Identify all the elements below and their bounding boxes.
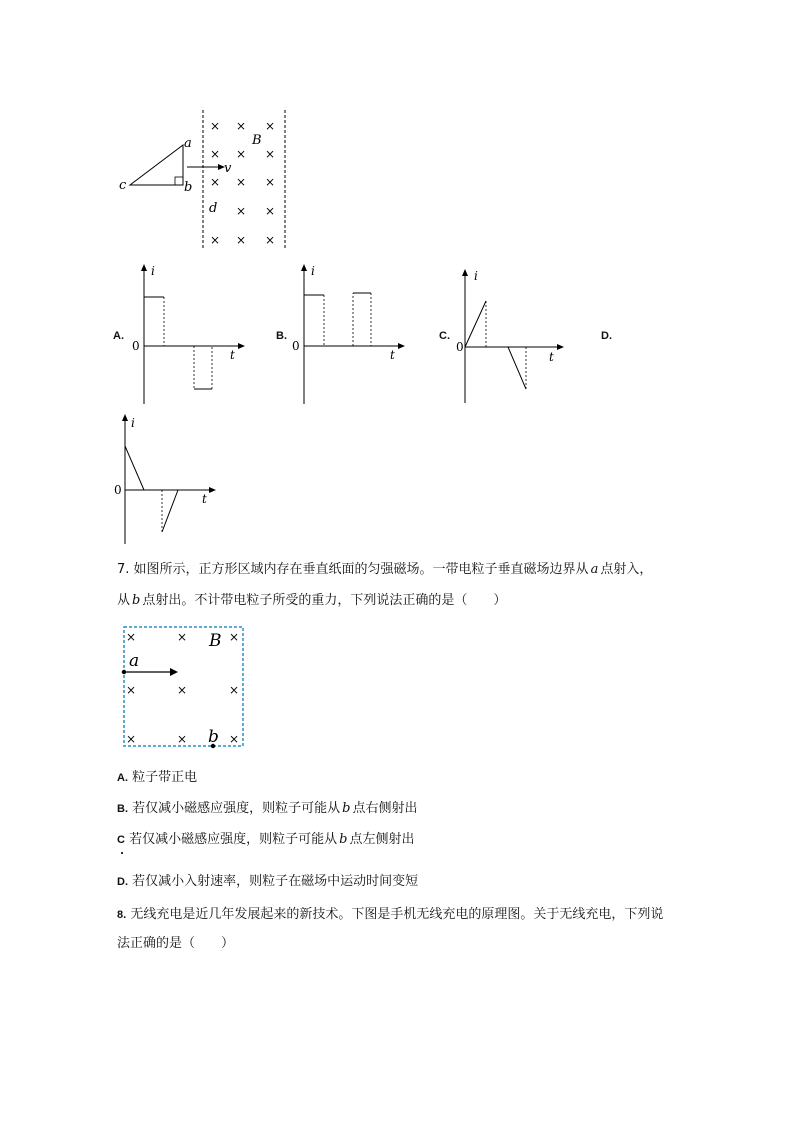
origin-label: 0 — [114, 483, 122, 497]
cross: × — [210, 233, 221, 247]
ramp-positive — [465, 301, 486, 347]
q8-number: 8. — [117, 909, 127, 921]
i-axis-arrow — [301, 264, 307, 271]
cross: × — [236, 204, 247, 218]
cross: × — [236, 119, 247, 133]
q8-line1-text: 无线充电是近几年发展起来的新技术。下图是手机无线充电的原理图。关于无线充电，下列说 — [130, 907, 664, 922]
entry-arrowhead — [170, 668, 178, 676]
cross: × — [265, 204, 276, 218]
option-a-label: A. — [113, 330, 124, 342]
ramp-negative — [162, 490, 178, 532]
t-axis-arrow — [209, 487, 216, 493]
label-b: b — [184, 180, 193, 195]
q7-option-a — [117, 768, 197, 788]
q7-option-b-label: B. — [117, 803, 128, 815]
q8-line2 — [117, 934, 234, 954]
axis-i-label: i — [151, 264, 155, 278]
cross: × — [229, 630, 240, 644]
q7-number: 7. — [117, 562, 130, 577]
q7-option-b-var: b — [342, 801, 351, 816]
axis-t-label: t — [202, 492, 207, 506]
t-axis-arrow — [398, 343, 405, 349]
cross: × — [229, 732, 240, 746]
q7-option-c-post: 点左侧射出 — [349, 832, 415, 847]
q7-line1 — [117, 560, 717, 580]
stray-dot — [121, 852, 123, 854]
q7-var-a: a — [590, 562, 599, 577]
q7-label-B: B — [209, 631, 222, 651]
q7-var-b: b — [132, 593, 141, 608]
right-angle-mark — [175, 177, 183, 185]
label-a: a — [184, 136, 192, 151]
cross: × — [177, 630, 188, 644]
q7-option-b — [117, 799, 418, 819]
cross: × — [177, 683, 188, 697]
axis-i-label: i — [131, 416, 135, 430]
cross: × — [236, 147, 247, 161]
axis-i-label: i — [474, 269, 478, 283]
q7-line1-end: 点射入， — [600, 562, 653, 577]
graph-b — [285, 262, 410, 407]
q7-option-b-pre: 若仅减小磁感应强度，则粒子可能从 — [132, 801, 341, 816]
label-v: v — [224, 161, 232, 176]
q7-line2 — [117, 591, 717, 611]
cross: × — [126, 630, 137, 644]
q7-option-b-post: 点右侧射出 — [352, 801, 418, 816]
cross: × — [265, 147, 276, 161]
graph-a — [125, 262, 250, 407]
cross: × — [236, 175, 247, 189]
graph-c — [446, 265, 571, 405]
i-axis-arrow — [141, 264, 147, 271]
t-axis-arrow — [238, 343, 245, 349]
option-d-label: D. — [601, 330, 612, 342]
cross: × — [265, 233, 276, 247]
origin-label: 0 — [456, 340, 464, 354]
cross: × — [236, 233, 247, 247]
cross: × — [210, 147, 221, 161]
i-axis-arrow — [462, 269, 468, 276]
origin-label: 0 — [132, 339, 140, 353]
cross: × — [126, 732, 137, 746]
cross: × — [265, 119, 276, 133]
cross: × — [210, 175, 221, 189]
q7-option-a-text: 粒子带正电 — [132, 770, 198, 785]
q7-line2-start: 从 — [117, 593, 131, 608]
q7-option-c — [117, 830, 414, 850]
q7-option-d-text: 若仅减小入射速率，则粒子在磁场中运动时间变短 — [132, 874, 419, 889]
q7-line2-end: 点射出。不计带电粒子所受的重力，下列说法正确的是（ ） — [142, 593, 507, 608]
q8-line2-text: 法正确的是（ ） — [117, 936, 235, 951]
cross: × — [265, 175, 276, 189]
option-c-label: C. — [439, 330, 450, 342]
axis-t-label: t — [230, 348, 235, 362]
q7-option-c-var: b — [339, 832, 348, 847]
q7-option-a-label: A. — [117, 772, 128, 784]
ramp-positive — [125, 446, 144, 490]
axis-i-label: i — [311, 264, 315, 278]
graph-d — [110, 412, 230, 547]
cross: × — [126, 683, 137, 697]
q7-option-c-pre: 若仅减小磁感应强度，则粒子可能从 — [129, 832, 338, 847]
label-d: d — [209, 201, 218, 216]
cross: × — [177, 732, 188, 746]
q7-line1-text: 如图所示，正方形区域内存在垂直纸面的匀强磁场。一带电粒子垂直磁场边界从 — [133, 562, 589, 577]
q7-label-a: a — [129, 651, 140, 671]
ramp-negative — [508, 347, 526, 389]
q6-field-figure — [110, 105, 300, 255]
i-axis-arrow — [122, 414, 128, 421]
cross: × — [210, 119, 221, 133]
q7-label-b: b — [208, 727, 219, 747]
axis-t-label: t — [549, 350, 554, 364]
q7-square-field-figure — [117, 622, 252, 754]
option-b-label: B. — [276, 330, 287, 342]
label-c: c — [119, 178, 127, 193]
t-axis-arrow — [557, 344, 564, 350]
cross: × — [229, 683, 240, 697]
origin-label: 0 — [292, 339, 300, 353]
q7-option-c-label: C — [117, 834, 125, 846]
field-crosses — [210, 119, 275, 247]
q8-line1 — [117, 905, 663, 925]
q7-option-d — [117, 872, 418, 892]
axis-t-label: t — [390, 348, 395, 362]
q7-option-d-label: D. — [117, 876, 128, 888]
label-B: B — [252, 133, 262, 148]
